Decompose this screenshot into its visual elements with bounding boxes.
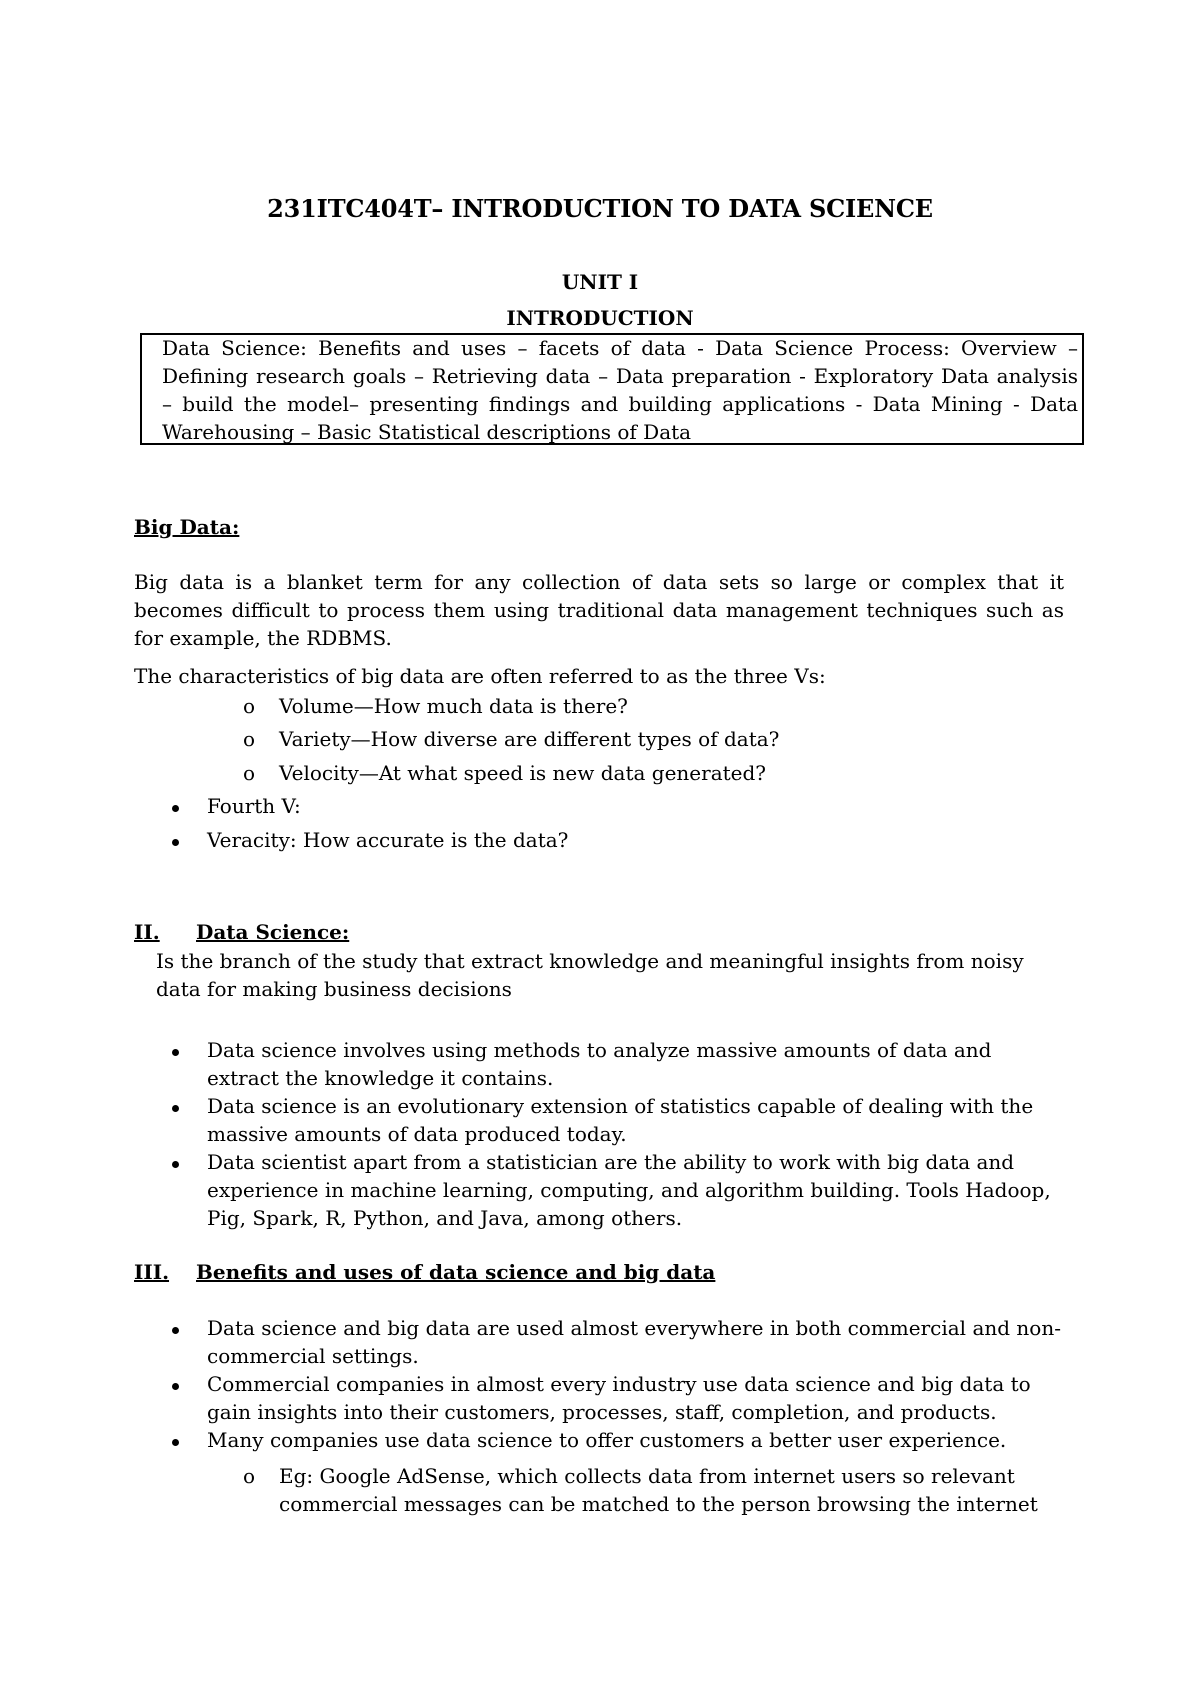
- big-data-heading: Big Data:: [134, 515, 240, 539]
- syllabus-line: – build the model– presenting findings and building applications - Data Mining - Data: [162, 392, 1078, 416]
- big-data-paragraph-line: for example, the RDBMS.: [134, 626, 392, 650]
- bullet-item: Veracity: How accurate is the data?: [207, 828, 569, 852]
- bullet-dot-icon: [172, 805, 179, 812]
- bullet-item: Data science involves using methods to analyze massive amounts of data and: [207, 1038, 992, 1062]
- unit-title: INTRODUCTION: [506, 306, 694, 330]
- bullet-item-continued: commercial settings.: [207, 1344, 419, 1368]
- section-number: III.: [134, 1260, 170, 1284]
- bullet-item-continued: massive amounts of data produced today.: [207, 1122, 627, 1146]
- v-item: Velocity—At what speed is new data generated?: [279, 761, 767, 785]
- bullet-item: Data science is an evolutionary extension of statistics capable of dealing with the: [207, 1094, 1034, 1118]
- bullet-item-continued: extract the knowledge it contains.: [207, 1066, 554, 1090]
- bullet-item: Data scientist apart from a statistician are the ability to work with big data and: [207, 1150, 1015, 1174]
- bullet-item: Data science and big data are used almost everywhere in both commercial and non-: [207, 1316, 1061, 1340]
- big-data-paragraph-line: becomes difficult to process them using traditional data management techniques such as: [134, 598, 1064, 622]
- syllabus-line: Data Science: Benefits and uses – facets of data - Data Science Process: Overview –: [162, 336, 1078, 360]
- benefits-heading: Benefits and uses of data science and big data: [196, 1260, 716, 1284]
- section-number: II.: [134, 920, 160, 944]
- syllabus-line: Defining research goals – Retrieving data – Data preparation - Exploratory Data analysis: [162, 364, 1078, 388]
- bullet-dot-icon: [172, 1161, 179, 1168]
- example-line: Eg: Google AdSense, which collects data from internet users so relevant: [279, 1464, 1015, 1488]
- data-science-definition-line: Is the branch of the study that extract knowledge and meaningful insights from noisy: [156, 949, 1024, 973]
- unit-label: UNIT I: [561, 270, 639, 294]
- bullet-item-continued: Pig, Spark, R, Python, and Java, among others.: [207, 1206, 683, 1230]
- bullet-dot-icon: [172, 1327, 179, 1334]
- bullet-item: Fourth V:: [207, 794, 301, 818]
- circle-bullet-icon: o: [243, 694, 256, 718]
- bullet-dot-icon: [172, 1105, 179, 1112]
- big-data-paragraph-line: Big data is a blanket term for any collection of data sets so large or complex that it: [134, 570, 1064, 594]
- bullet-item: Many companies use data science to offer customers a better user experience.: [207, 1428, 1007, 1452]
- v-item: Variety—How diverse are different types of data?: [279, 727, 780, 751]
- data-science-definition-line: data for making business decisions: [156, 977, 512, 1001]
- v-item: Volume—How much data is there?: [279, 694, 628, 718]
- bullet-dot-icon: [172, 1049, 179, 1056]
- bullet-item-continued: experience in machine learning, computing, and algorithm building. Tools Hadoop,: [207, 1178, 1051, 1202]
- syllabus-line: Warehousing – Basic Statistical descriptions of Data: [162, 420, 692, 444]
- circle-bullet-icon: o: [243, 727, 256, 751]
- bullet-dot-icon: [172, 1383, 179, 1390]
- document-title: 231ITC404T– INTRODUCTION TO DATA SCIENCE: [267, 194, 933, 223]
- circle-bullet-icon: o: [243, 761, 256, 785]
- bullet-item-continued: gain insights into their customers, processes, staff, completion, and products.: [207, 1400, 997, 1424]
- bullet-item: Commercial companies in almost every industry use data science and big data to: [207, 1372, 1031, 1396]
- circle-bullet-icon: o: [243, 1464, 256, 1488]
- example-line: commercial messages can be matched to the person browsing the internet: [279, 1492, 1038, 1516]
- data-science-heading: Data Science:: [196, 920, 350, 944]
- characteristics-text: The characteristics of big data are often referred to as the three Vs:: [134, 664, 826, 688]
- bullet-dot-icon: [172, 839, 179, 846]
- bullet-dot-icon: [172, 1439, 179, 1446]
